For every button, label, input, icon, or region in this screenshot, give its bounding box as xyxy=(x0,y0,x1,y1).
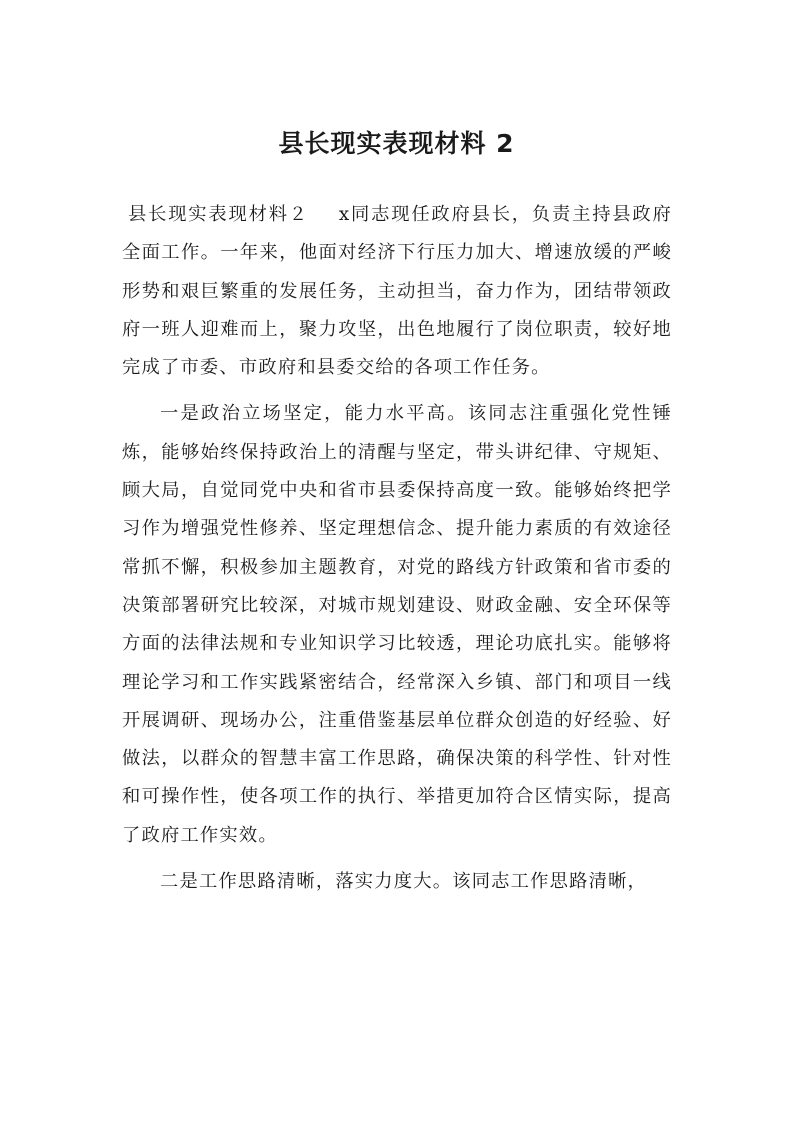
paragraph-work-approach: 二是工作思路清晰，落实力度大。该同志工作思路清晰， xyxy=(160,871,648,893)
document-title: 县长现实表现材料 2 xyxy=(278,129,515,158)
paragraph-intro xyxy=(122,196,672,387)
paragraph-political-stance: 一是政治立场坚定，能力水平高。该同志注重强化党性锤炼，能够始终保持政治上的清醒与坚定，带头讲纪律、守规矩、顾大局，自觉同党中央和省市县委保持高度一致。能够始终把学习作为增强党性修养、坚定理想信念、提升能力素质的有效途径常抓不懈，积极参加主题教育，对党的路线方针政策和省市委的决策部署研究比较深，对城市规划建设、财政金融、安全环保等方面的法律法规和专业知识学习比较透，理论功底扎实。能够将理论学习和工作实践紧密结合，经常深入乡镇、部门和项目一线开展调研、现场办公，注重借鉴基层单位群众创造的好经验、好做法，以群众的智慧丰富工作思路，确保决策的科学性、针对性和可操作性，使各项工作的执行、举措更加符合区情实际，提高了政府工作实效。 xyxy=(122,403,672,846)
paragraph-text: x同志现任政府县长，负责主持县政府全面工作。一年来，他面对经济下行压力加大、增速放缓的严峻形势和艰巨繁重的发展任务，主动担当，奋力作为，团结带领政府一班人迎难而上，聚力攻坚，出色地履行了岗位职责，较好地完成了市委、市政府和县委交给的各项工作任务。 xyxy=(122,204,672,379)
document-body xyxy=(122,196,672,901)
inline-heading: 县长现实表现材料２ xyxy=(128,204,309,225)
